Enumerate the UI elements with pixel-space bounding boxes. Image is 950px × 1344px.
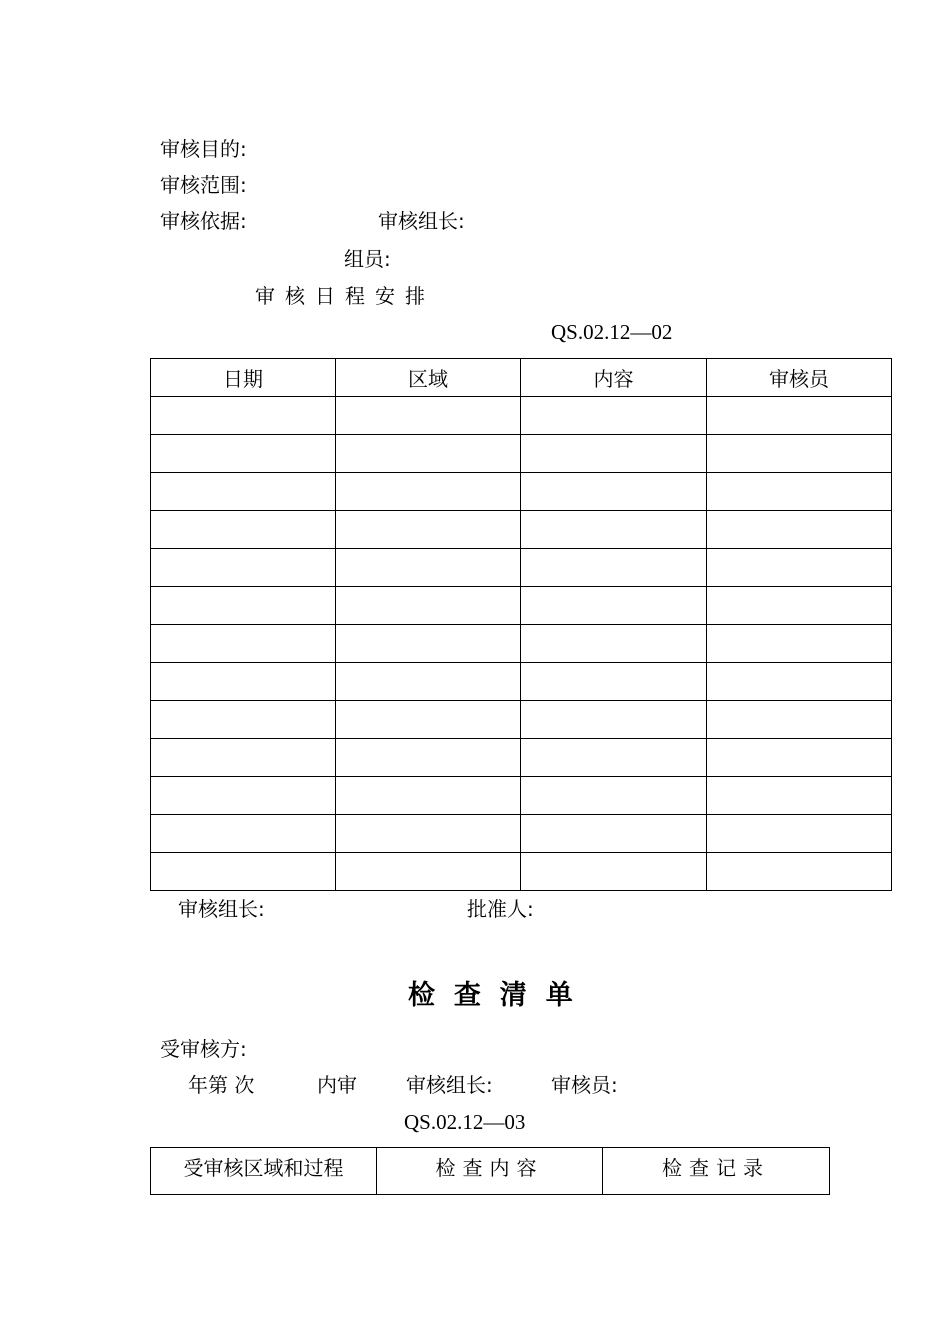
table-cell[interactable] — [336, 435, 521, 473]
table-cell[interactable] — [707, 473, 892, 511]
col-header-auditor: 审核员 — [707, 359, 892, 397]
table-cell[interactable] — [521, 739, 707, 777]
col-header-date: 日期 — [151, 359, 336, 397]
table-cell[interactable] — [151, 587, 336, 625]
table-cell[interactable] — [707, 777, 892, 815]
table-cell[interactable] — [336, 815, 521, 853]
col-header-audited-area: 受审核区域和过程 — [151, 1148, 377, 1195]
table-cell[interactable] — [336, 663, 521, 701]
table-cell[interactable] — [151, 777, 336, 815]
table-cell[interactable] — [521, 663, 707, 701]
col-header-check-content: 检查内容 — [377, 1148, 603, 1195]
table-cell[interactable] — [707, 853, 892, 891]
schedule-form-code: QS.02.12—02 — [551, 320, 673, 344]
internal-audit-label: 内审 — [317, 1073, 357, 1097]
table-cell[interactable] — [151, 473, 336, 511]
table-row — [151, 435, 892, 473]
audit-round-label: 年第 次 — [188, 1073, 255, 1097]
checklist-leader-label: 审核组长: — [406, 1073, 493, 1097]
schedule-header-row — [151, 359, 892, 397]
table-row — [151, 625, 892, 663]
table-cell[interactable] — [707, 625, 892, 663]
table-cell[interactable] — [336, 739, 521, 777]
col-header-area: 区域 — [336, 359, 521, 397]
table-cell[interactable] — [707, 549, 892, 587]
table-row — [151, 473, 892, 511]
table-row — [151, 739, 892, 777]
table-cell[interactable] — [151, 625, 336, 663]
table-cell[interactable] — [151, 739, 336, 777]
table-cell[interactable] — [336, 397, 521, 435]
table-cell[interactable] — [151, 815, 336, 853]
table-row — [151, 511, 892, 549]
checklist-title: 检查清单 — [408, 980, 592, 1011]
table-cell[interactable] — [521, 549, 707, 587]
table-row — [151, 777, 892, 815]
table-row — [151, 815, 892, 853]
table-cell[interactable] — [151, 853, 336, 891]
checklist-table — [150, 1147, 830, 1195]
checklist-form-code: QS.02.12—03 — [404, 1110, 526, 1134]
audit-basis-label: 审核依据: — [160, 209, 247, 233]
members-label: 组员: — [344, 247, 391, 271]
table-row — [151, 853, 892, 891]
table-cell[interactable] — [151, 549, 336, 587]
table-cell[interactable] — [336, 511, 521, 549]
table-cell[interactable] — [521, 853, 707, 891]
table-cell[interactable] — [707, 815, 892, 853]
checklist-header-row — [151, 1148, 830, 1195]
table-cell[interactable] — [151, 663, 336, 701]
table-row — [151, 701, 892, 739]
table-cell[interactable] — [521, 473, 707, 511]
table-cell[interactable] — [336, 473, 521, 511]
table-row — [151, 663, 892, 701]
table-cell[interactable] — [151, 511, 336, 549]
table-cell[interactable] — [151, 397, 336, 435]
auditee-label: 受审核方: — [160, 1037, 247, 1061]
table-cell[interactable] — [151, 435, 336, 473]
table-cell[interactable] — [521, 815, 707, 853]
table-cell[interactable] — [707, 701, 892, 739]
checklist-auditor-label: 审核员: — [551, 1073, 618, 1097]
table-cell[interactable] — [521, 701, 707, 739]
table-cell[interactable] — [707, 397, 892, 435]
table-cell[interactable] — [521, 435, 707, 473]
table-cell[interactable] — [707, 663, 892, 701]
table-cell[interactable] — [707, 511, 892, 549]
schedule-title: 审核日程安排 — [255, 284, 435, 308]
table-row — [151, 549, 892, 587]
schedule-footer-approver: 批准人: — [467, 897, 534, 921]
table-cell[interactable] — [336, 625, 521, 663]
table-cell[interactable] — [707, 435, 892, 473]
table-cell[interactable] — [707, 587, 892, 625]
table-cell[interactable] — [336, 853, 521, 891]
audit-leader-label: 审核组长: — [378, 209, 465, 233]
table-cell[interactable] — [521, 511, 707, 549]
schedule-body — [151, 397, 892, 891]
audit-purpose-label: 审核目的: — [160, 137, 247, 161]
schedule-footer-leader: 审核组长: — [178, 897, 265, 921]
table-cell[interactable] — [336, 701, 521, 739]
table-row — [151, 587, 892, 625]
audit-scope-label: 审核范围: — [160, 173, 247, 197]
col-header-check-record: 检查记录 — [603, 1148, 830, 1195]
table-cell[interactable] — [707, 739, 892, 777]
table-row — [151, 397, 892, 435]
table-cell[interactable] — [521, 625, 707, 663]
table-cell[interactable] — [336, 549, 521, 587]
table-cell[interactable] — [151, 701, 336, 739]
table-cell[interactable] — [521, 777, 707, 815]
table-cell[interactable] — [336, 587, 521, 625]
col-header-content: 内容 — [521, 359, 707, 397]
table-cell[interactable] — [521, 587, 707, 625]
table-cell[interactable] — [521, 397, 707, 435]
table-cell[interactable] — [336, 777, 521, 815]
schedule-table — [150, 358, 892, 891]
